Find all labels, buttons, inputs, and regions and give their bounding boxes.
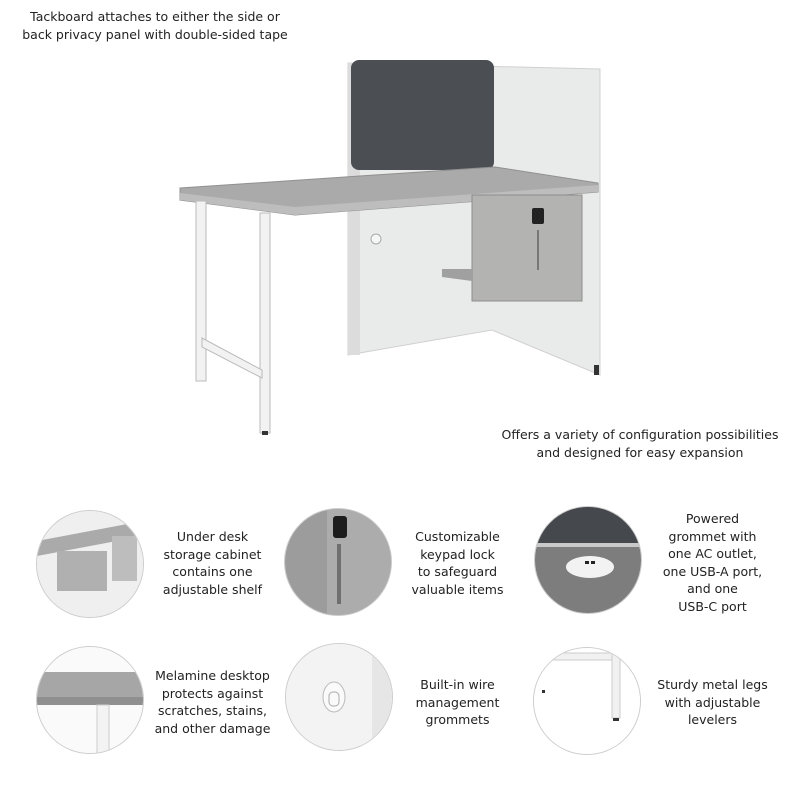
keypad-lock-thumbnail	[284, 508, 392, 616]
wire-grommets-thumbnail	[285, 643, 393, 751]
tackboard-caption: Tackboard attaches to either the side or back privacy panel with double-sided tape	[22, 9, 288, 42]
feature-text-metal-legs: Sturdy metal legs with adjustable levelers	[657, 677, 768, 727]
feature-text-powered-grommet: Powered grommet with one AC outlet, one USB-A port, and one USB-C port	[662, 511, 763, 614]
feature-text-storage-cabinet: Under desk storage cabinet contains one adjustable shelf	[162, 529, 263, 597]
feature-text-wire-grommets: Built-in wire management grommets	[415, 677, 500, 727]
leg-back	[196, 201, 206, 381]
storage-cabinet-thumbnail	[36, 510, 144, 618]
cabinet	[472, 195, 582, 301]
melamine-desktop-thumbnail	[36, 646, 144, 754]
leg-front	[260, 213, 270, 433]
keypad	[532, 208, 544, 224]
tackboard	[351, 60, 494, 170]
configuration-caption: Offers a variety of configuration possibilities and designed for easy expansion	[501, 427, 779, 460]
metal-legs-thumbnail	[533, 647, 641, 755]
feature-text-melamine-desktop: Melamine desktop protects against scratches, stains, and other damage	[154, 668, 271, 736]
wire-grommet	[371, 234, 381, 244]
feature-text-keypad-lock: Customizable keypad lock to safeguard valuable items	[411, 529, 504, 597]
powered-grommet-thumbnail	[534, 506, 642, 614]
desk-illustration	[170, 55, 610, 445]
